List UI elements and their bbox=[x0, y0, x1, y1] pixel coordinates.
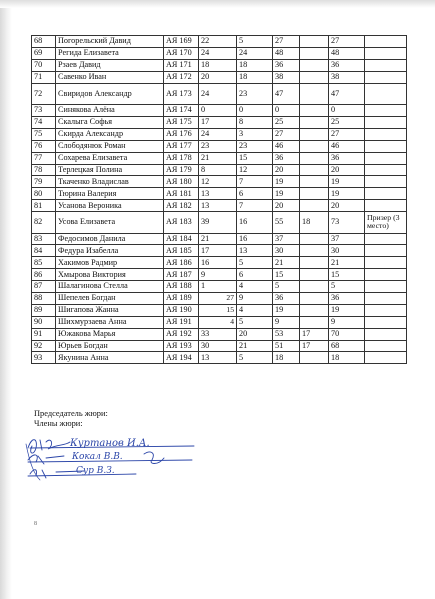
total-score-cell: 36 bbox=[329, 152, 365, 164]
row-number-cell: 85 bbox=[32, 257, 56, 269]
table-row bbox=[32, 245, 407, 257]
status-note-cell bbox=[365, 188, 407, 200]
status-note-cell bbox=[365, 328, 407, 340]
score-sum-cell: 46 bbox=[273, 140, 300, 152]
status-note-cell bbox=[365, 71, 407, 83]
score-1-cell: 24 bbox=[199, 83, 237, 105]
row-number-cell: 89 bbox=[32, 304, 56, 316]
participant-name-cell: Терлецкая Полина bbox=[56, 164, 164, 176]
score-2-cell: 18 bbox=[237, 59, 273, 71]
score-2-cell: 12 bbox=[237, 164, 273, 176]
status-note-cell bbox=[365, 352, 407, 364]
row-number-cell: 75 bbox=[32, 128, 56, 140]
score-extra-cell: 17 bbox=[300, 340, 329, 352]
row-number-cell: 90 bbox=[32, 316, 56, 328]
score-1-cell: 8 bbox=[199, 164, 237, 176]
score-1-cell: 12 bbox=[199, 176, 237, 188]
score-1-cell: 24 bbox=[199, 128, 237, 140]
total-score-cell: 30 bbox=[329, 245, 365, 257]
score-2-cell: 16 bbox=[237, 212, 273, 234]
score-sum-cell: 36 bbox=[273, 293, 300, 305]
row-number-cell: 79 bbox=[32, 176, 56, 188]
status-note-cell bbox=[365, 340, 407, 352]
total-score-cell: 48 bbox=[329, 47, 365, 59]
table-row bbox=[32, 316, 407, 328]
status-note-cell bbox=[365, 116, 407, 128]
handwritten-score: 27 bbox=[226, 293, 234, 303]
score-2-cell: 13 bbox=[237, 245, 273, 257]
score-sum-cell: 55 bbox=[273, 212, 300, 234]
status-note-cell bbox=[365, 257, 407, 269]
total-score-cell: 38 bbox=[329, 71, 365, 83]
score-1-cell bbox=[199, 316, 237, 328]
score-extra-cell bbox=[300, 352, 329, 364]
row-number-cell: 73 bbox=[32, 105, 56, 117]
total-score-cell: 0 bbox=[329, 105, 365, 117]
row-number-cell: 81 bbox=[32, 200, 56, 212]
participant-name-cell: Федура Изабелла bbox=[56, 245, 164, 257]
score-sum-cell: 0 bbox=[273, 105, 300, 117]
score-2-cell: 15 bbox=[237, 152, 273, 164]
table-row bbox=[32, 352, 407, 364]
total-score-cell: 18 bbox=[329, 352, 365, 364]
score-extra-cell: 17 bbox=[300, 328, 329, 340]
score-extra-cell bbox=[300, 200, 329, 212]
total-score-cell: 20 bbox=[329, 164, 365, 176]
score-1-cell: 22 bbox=[199, 36, 237, 48]
score-1-cell: 20 bbox=[199, 71, 237, 83]
status-note-cell bbox=[365, 281, 407, 293]
status-note-cell bbox=[365, 47, 407, 59]
score-2-cell: 9 bbox=[237, 293, 273, 305]
score-sum-cell: 19 bbox=[273, 188, 300, 200]
score-extra-cell bbox=[300, 36, 329, 48]
participant-name-cell: Южакова Марья bbox=[56, 328, 164, 340]
score-2-cell: 7 bbox=[237, 200, 273, 212]
score-sum-cell: 20 bbox=[273, 164, 300, 176]
participant-name-cell: Тюрина Валерия bbox=[56, 188, 164, 200]
participant-name-cell: Слободянюк Роман bbox=[56, 140, 164, 152]
score-1-cell bbox=[199, 293, 237, 305]
participant-code-cell: АЯ 188 bbox=[164, 281, 199, 293]
participant-name-cell: Ткаченко Владислав bbox=[56, 176, 164, 188]
row-number-cell: 91 bbox=[32, 328, 56, 340]
score-2-cell: 5 bbox=[237, 316, 273, 328]
participant-name-cell: Скирда Александр bbox=[56, 128, 164, 140]
participant-code-cell: АЯ 184 bbox=[164, 233, 199, 245]
score-sum-cell: 21 bbox=[273, 257, 300, 269]
row-number-cell: 82 bbox=[32, 212, 56, 234]
participant-name-cell: Хмырова Виктория bbox=[56, 269, 164, 281]
total-score-cell: 19 bbox=[329, 188, 365, 200]
score-1-cell: 33 bbox=[199, 328, 237, 340]
score-sum-cell: 48 bbox=[273, 47, 300, 59]
table-row bbox=[32, 281, 407, 293]
score-sum-cell: 20 bbox=[273, 200, 300, 212]
score-sum-cell: 25 bbox=[273, 116, 300, 128]
score-extra-cell bbox=[300, 316, 329, 328]
jury-signatures bbox=[24, 434, 204, 482]
score-extra-cell bbox=[300, 116, 329, 128]
score-2-cell: 23 bbox=[237, 140, 273, 152]
table-row bbox=[32, 116, 407, 128]
status-note-cell bbox=[365, 59, 407, 71]
table-row bbox=[32, 140, 407, 152]
participant-code-cell: АЯ 187 bbox=[164, 269, 199, 281]
score-1-cell: 0 bbox=[199, 105, 237, 117]
score-sum-cell: 15 bbox=[273, 269, 300, 281]
score-1-cell: 24 bbox=[199, 47, 237, 59]
score-1-cell: 21 bbox=[199, 233, 237, 245]
score-1-cell: 30 bbox=[199, 340, 237, 352]
score-extra-cell bbox=[300, 71, 329, 83]
participant-code-cell: АЯ 179 bbox=[164, 164, 199, 176]
status-note-cell bbox=[365, 152, 407, 164]
status-note-cell bbox=[365, 105, 407, 117]
row-number-cell: 93 bbox=[32, 352, 56, 364]
svg-text:Куртанов И.А.: Куртанов И.А. bbox=[70, 438, 150, 449]
participant-code-cell: АЯ 183 bbox=[164, 212, 199, 234]
participant-code-cell: АЯ 176 bbox=[164, 128, 199, 140]
table-row bbox=[32, 257, 407, 269]
score-extra-cell bbox=[300, 269, 329, 281]
total-score-cell: 73 bbox=[329, 212, 365, 234]
score-2-cell: 3 bbox=[237, 128, 273, 140]
participant-name-cell: Якунина Анна bbox=[56, 352, 164, 364]
total-score-cell: 5 bbox=[329, 281, 365, 293]
status-note-cell bbox=[365, 200, 407, 212]
score-sum-cell: 5 bbox=[273, 281, 300, 293]
total-score-cell: 15 bbox=[329, 269, 365, 281]
score-2-cell: 5 bbox=[237, 257, 273, 269]
score-extra-cell bbox=[300, 59, 329, 71]
participant-code-cell: АЯ 172 bbox=[164, 71, 199, 83]
participant-name-cell: Федосимов Данила bbox=[56, 233, 164, 245]
table-row bbox=[32, 152, 407, 164]
table-row bbox=[32, 105, 407, 117]
score-1-cell: 9 bbox=[199, 269, 237, 281]
score-2-cell: 0 bbox=[237, 105, 273, 117]
score-extra-cell bbox=[300, 140, 329, 152]
row-number-cell: 78 bbox=[32, 164, 56, 176]
participant-name-cell: Юрьев Богдан bbox=[56, 340, 164, 352]
participant-name-cell: Савенко Иван bbox=[56, 71, 164, 83]
row-number-cell: 70 bbox=[32, 59, 56, 71]
page-number: 8 bbox=[34, 521, 37, 527]
score-1-cell: 23 bbox=[199, 140, 237, 152]
score-sum-cell: 18 bbox=[273, 352, 300, 364]
table-row bbox=[32, 176, 407, 188]
status-note-cell bbox=[365, 128, 407, 140]
score-1-cell: 1 bbox=[199, 281, 237, 293]
jury-chairman-label: Председатель жюри: bbox=[34, 409, 108, 418]
scan-shadow-top bbox=[0, 0, 435, 8]
score-1-cell: 13 bbox=[199, 352, 237, 364]
score-sum-cell: 36 bbox=[273, 59, 300, 71]
score-extra-cell bbox=[300, 164, 329, 176]
score-2-cell: 4 bbox=[237, 281, 273, 293]
results-table-body bbox=[32, 36, 407, 364]
score-sum-cell: 9 bbox=[273, 316, 300, 328]
total-score-cell: 9 bbox=[329, 316, 365, 328]
score-2-cell: 6 bbox=[237, 269, 273, 281]
row-number-cell: 80 bbox=[32, 188, 56, 200]
row-number-cell: 72 bbox=[32, 83, 56, 105]
participant-code-cell: АЯ 193 bbox=[164, 340, 199, 352]
score-extra-cell: 18 bbox=[300, 212, 329, 234]
score-2-cell: 18 bbox=[237, 71, 273, 83]
svg-text:Кокал В.В.: Кокал В.В. bbox=[72, 452, 123, 462]
status-note-cell bbox=[365, 140, 407, 152]
score-extra-cell bbox=[300, 83, 329, 105]
table-row bbox=[32, 212, 407, 234]
score-sum-cell: 27 bbox=[273, 128, 300, 140]
row-number-cell: 69 bbox=[32, 47, 56, 59]
score-1-cell: 39 bbox=[199, 212, 237, 234]
jury-members-label: Члены жюри: bbox=[34, 419, 83, 428]
scan-shadow-left bbox=[0, 0, 12, 599]
status-note-cell bbox=[365, 83, 407, 105]
participant-code-cell: АЯ 175 bbox=[164, 116, 199, 128]
status-note-cell: Призер (3 место) bbox=[365, 212, 407, 234]
table-row bbox=[32, 47, 407, 59]
status-note-cell bbox=[365, 36, 407, 48]
row-number-cell: 83 bbox=[32, 233, 56, 245]
score-1-cell: 17 bbox=[199, 116, 237, 128]
status-note-cell bbox=[365, 233, 407, 245]
total-score-cell: 19 bbox=[329, 304, 365, 316]
score-2-cell: 8 bbox=[237, 116, 273, 128]
score-sum-cell: 38 bbox=[273, 71, 300, 83]
participant-name-cell: Шалагинова Стелла bbox=[56, 281, 164, 293]
status-note-cell bbox=[365, 164, 407, 176]
score-2-cell: 24 bbox=[237, 47, 273, 59]
total-score-cell: 36 bbox=[329, 59, 365, 71]
score-sum-cell: 27 bbox=[273, 36, 300, 48]
score-extra-cell bbox=[300, 152, 329, 164]
participant-name-cell: Усова Елизавета bbox=[56, 212, 164, 234]
score-sum-cell: 19 bbox=[273, 304, 300, 316]
participant-name-cell: Рзаев Давид bbox=[56, 59, 164, 71]
participant-code-cell: АЯ 185 bbox=[164, 245, 199, 257]
row-number-cell: 88 bbox=[32, 293, 56, 305]
table-row bbox=[32, 304, 407, 316]
participant-code-cell: АЯ 190 bbox=[164, 304, 199, 316]
score-2-cell: 16 bbox=[237, 233, 273, 245]
row-number-cell: 84 bbox=[32, 245, 56, 257]
participant-name-cell: Хакимов Радмир bbox=[56, 257, 164, 269]
table-row bbox=[32, 233, 407, 245]
participant-code-cell: АЯ 189 bbox=[164, 293, 199, 305]
score-extra-cell bbox=[300, 281, 329, 293]
status-note-cell bbox=[365, 176, 407, 188]
total-score-cell: 46 bbox=[329, 140, 365, 152]
score-2-cell: 4 bbox=[237, 304, 273, 316]
table-row bbox=[32, 71, 407, 83]
results-table bbox=[31, 35, 407, 364]
row-number-cell: 76 bbox=[32, 140, 56, 152]
table-row bbox=[32, 293, 407, 305]
participant-code-cell: АЯ 194 bbox=[164, 352, 199, 364]
status-note-cell bbox=[365, 293, 407, 305]
table-row bbox=[32, 340, 407, 352]
participant-code-cell: АЯ 186 bbox=[164, 257, 199, 269]
row-number-cell: 74 bbox=[32, 116, 56, 128]
score-extra-cell bbox=[300, 257, 329, 269]
score-extra-cell bbox=[300, 188, 329, 200]
row-number-cell: 87 bbox=[32, 281, 56, 293]
score-extra-cell bbox=[300, 293, 329, 305]
status-note-cell bbox=[365, 245, 407, 257]
handwritten-score: 4 bbox=[230, 316, 234, 326]
score-sum-cell: 47 bbox=[273, 83, 300, 105]
score-extra-cell bbox=[300, 128, 329, 140]
status-note-cell bbox=[365, 316, 407, 328]
total-score-cell: 37 bbox=[329, 233, 365, 245]
participant-code-cell: АЯ 182 bbox=[164, 200, 199, 212]
table-row bbox=[32, 269, 407, 281]
score-sum-cell: 30 bbox=[273, 245, 300, 257]
score-2-cell: 20 bbox=[237, 328, 273, 340]
table-row bbox=[32, 328, 407, 340]
score-extra-cell bbox=[300, 304, 329, 316]
score-2-cell: 7 bbox=[237, 176, 273, 188]
participant-code-cell: АЯ 191 bbox=[164, 316, 199, 328]
participant-name-cell: Синякова Алёна bbox=[56, 105, 164, 117]
total-score-cell: 19 bbox=[329, 176, 365, 188]
total-score-cell: 27 bbox=[329, 128, 365, 140]
participant-name-cell: Шигапова Жанна bbox=[56, 304, 164, 316]
score-2-cell: 5 bbox=[237, 352, 273, 364]
total-score-cell: 36 bbox=[329, 293, 365, 305]
table-row bbox=[32, 188, 407, 200]
participant-name-cell: Погорельский Давид bbox=[56, 36, 164, 48]
participant-code-cell: АЯ 177 bbox=[164, 140, 199, 152]
status-note-cell bbox=[365, 269, 407, 281]
participant-code-cell: АЯ 178 bbox=[164, 152, 199, 164]
score-1-cell: 13 bbox=[199, 200, 237, 212]
table-row bbox=[32, 59, 407, 71]
total-score-cell: 20 bbox=[329, 200, 365, 212]
participant-name-cell: Регида Елизавета bbox=[56, 47, 164, 59]
score-extra-cell bbox=[300, 176, 329, 188]
participant-code-cell: АЯ 169 bbox=[164, 36, 199, 48]
participant-name-cell: Сохарева Елизавета bbox=[56, 152, 164, 164]
row-number-cell: 77 bbox=[32, 152, 56, 164]
participant-code-cell: АЯ 170 bbox=[164, 47, 199, 59]
participant-code-cell: АЯ 180 bbox=[164, 176, 199, 188]
score-extra-cell bbox=[300, 105, 329, 117]
score-2-cell: 6 bbox=[237, 188, 273, 200]
table-row bbox=[32, 164, 407, 176]
score-extra-cell bbox=[300, 47, 329, 59]
participant-name-cell: Шихмурзаева Анна bbox=[56, 316, 164, 328]
score-1-cell: 18 bbox=[199, 59, 237, 71]
score-sum-cell: 51 bbox=[273, 340, 300, 352]
participant-code-cell: АЯ 173 bbox=[164, 83, 199, 105]
total-score-cell: 21 bbox=[329, 257, 365, 269]
row-number-cell: 92 bbox=[32, 340, 56, 352]
row-number-cell: 71 bbox=[32, 71, 56, 83]
participant-name-cell: Шепелев Богдан bbox=[56, 293, 164, 305]
status-note-cell bbox=[365, 304, 407, 316]
svg-text:Сур В.З.: Сур В.З. bbox=[76, 466, 115, 476]
score-extra-cell bbox=[300, 245, 329, 257]
participant-code-cell: АЯ 181 bbox=[164, 188, 199, 200]
table-row bbox=[32, 36, 407, 48]
score-2-cell: 5 bbox=[237, 36, 273, 48]
row-number-cell: 86 bbox=[32, 269, 56, 281]
participant-code-cell: АЯ 192 bbox=[164, 328, 199, 340]
total-score-cell: 25 bbox=[329, 116, 365, 128]
table-row bbox=[32, 128, 407, 140]
score-2-cell: 21 bbox=[237, 340, 273, 352]
total-score-cell: 47 bbox=[329, 83, 365, 105]
participant-name-cell: Усанова Вероника bbox=[56, 200, 164, 212]
score-1-cell: 13 bbox=[199, 188, 237, 200]
handwritten-score: 15 bbox=[226, 304, 234, 314]
score-sum-cell: 19 bbox=[273, 176, 300, 188]
score-sum-cell: 36 bbox=[273, 152, 300, 164]
score-extra-cell bbox=[300, 233, 329, 245]
total-score-cell: 27 bbox=[329, 36, 365, 48]
table-row bbox=[32, 83, 407, 105]
score-sum-cell: 53 bbox=[273, 328, 300, 340]
score-sum-cell: 37 bbox=[273, 233, 300, 245]
score-1-cell bbox=[199, 304, 237, 316]
row-number-cell: 68 bbox=[32, 36, 56, 48]
score-1-cell: 16 bbox=[199, 257, 237, 269]
participant-code-cell: АЯ 171 bbox=[164, 59, 199, 71]
score-1-cell: 21 bbox=[199, 152, 237, 164]
participant-code-cell: АЯ 174 bbox=[164, 105, 199, 117]
table-row bbox=[32, 200, 407, 212]
participant-name-cell: Свиридов Александр bbox=[56, 83, 164, 105]
total-score-cell: 68 bbox=[329, 340, 365, 352]
score-1-cell: 17 bbox=[199, 245, 237, 257]
total-score-cell: 70 bbox=[329, 328, 365, 340]
participant-name-cell: Скалыга Софья bbox=[56, 116, 164, 128]
score-2-cell: 23 bbox=[237, 83, 273, 105]
